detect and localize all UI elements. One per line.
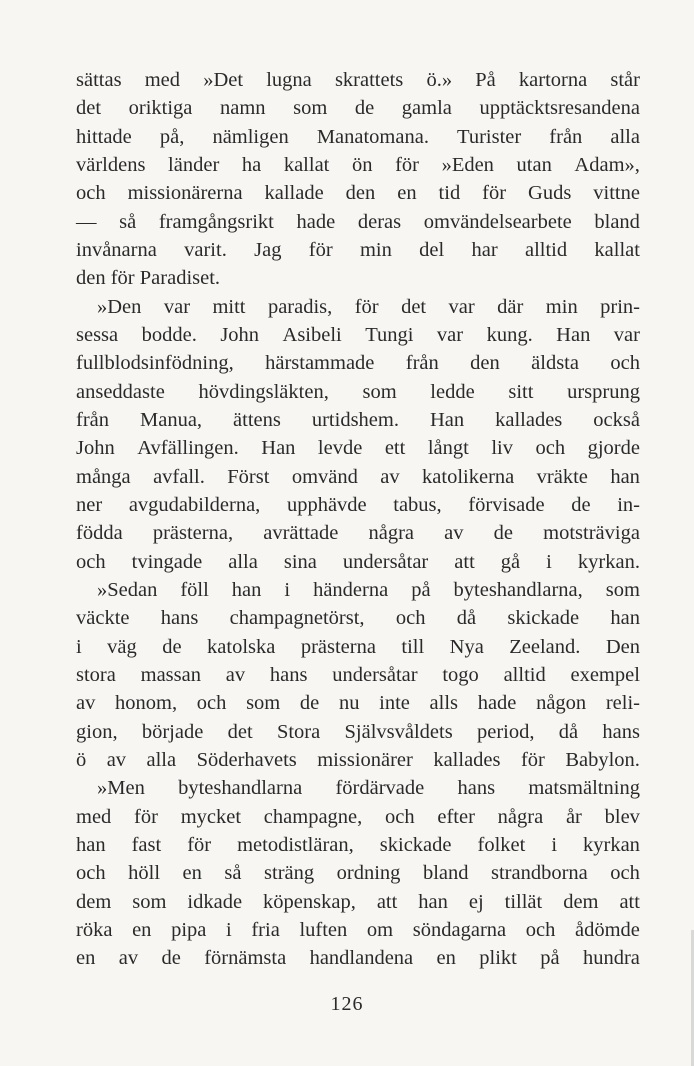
text-line: i väg de katolska prästerna till Nya Zeeland. Den — [76, 635, 640, 658]
text-line: väckte hans champagnetörst, och då skickade han — [76, 607, 640, 630]
text-line: den för Paradiset. — [76, 267, 221, 290]
text-line: dem som idkade köpenskap, att han ej tillät dem att — [76, 890, 640, 913]
text-line: han fast för metodistläran, skickade folket i kyrkan — [76, 833, 640, 856]
page-body — [76, 66, 640, 973]
text-line: och höll en så sträng ordning bland strandborna och — [76, 862, 640, 885]
text-line: ö av alla Söderhavets missionärer kallades för Babylon. — [76, 748, 640, 771]
text-line: gion, började det Stora Självsvåldets period, då hans — [76, 720, 640, 743]
text-line: från Manua, ättens urtidshem. Han kallades också — [76, 408, 640, 431]
text-line: röka en pipa i fria luften om söndagarna och ådömde — [76, 918, 640, 941]
text-line: hittade på, nämligen Manatomana. Turister från alla — [76, 125, 640, 148]
text-line: många avfall. Först omvänd av katolikerna vräkte han — [76, 465, 640, 488]
text-line: av honom, och som de nu inte alls hade någon reli- — [76, 692, 640, 715]
text-line: med för mycket champagne, och efter några år blev — [76, 805, 640, 828]
text-line: »Sedan föll han i händerna på byteshandlarna, som — [97, 578, 640, 601]
page-number: 126 — [330, 993, 364, 1015]
text-line: och tvingade alla sina undersåtar att gå i kyrkan. — [76, 550, 640, 573]
text-line: — så framgångsrikt hade deras omvändelsearbete bland — [76, 210, 640, 233]
text-line: ner avgudabilderna, upphävde tabus, förvisade de in- — [76, 493, 640, 516]
text-line: och missionärerna kallade den en tid för Guds vittne — [76, 182, 640, 205]
text-line: »Men byteshandlarna fördärvade hans matsmältning — [97, 777, 640, 800]
text-line: födda prästerna, avrättade några av de motsträviga — [76, 522, 640, 545]
text-line: »Den var mitt paradis, för det var där min prin- — [97, 295, 640, 318]
text-line: invånarna varit. Jag för min del har alltid kallat — [76, 238, 640, 261]
text-line: John Avfällingen. Han levde ett långt liv och gjorde — [76, 437, 640, 460]
text-line: sättas med »Det lugna skrattets ö.» På kartorna står — [76, 69, 640, 91]
text-line: fullblodsinfödning, härstammade från den äldsta och — [76, 352, 640, 375]
text-line: världens länder ha kallat ön för »Eden utan Adam», — [76, 153, 640, 176]
text-line: sessa bodde. John Asibeli Tungi var kung. Han var — [76, 323, 640, 346]
text-line: stora massan av hans undersåtar togo alltid exempel — [76, 663, 640, 686]
text-line: anseddaste hövdingsläkten, som ledde sitt ursprung — [76, 380, 640, 403]
text-line: det oriktiga namn som de gamla upptäcktsresandena — [76, 97, 640, 120]
text-line: en av de förnämsta handlandena en plikt på hundra — [76, 947, 640, 970]
